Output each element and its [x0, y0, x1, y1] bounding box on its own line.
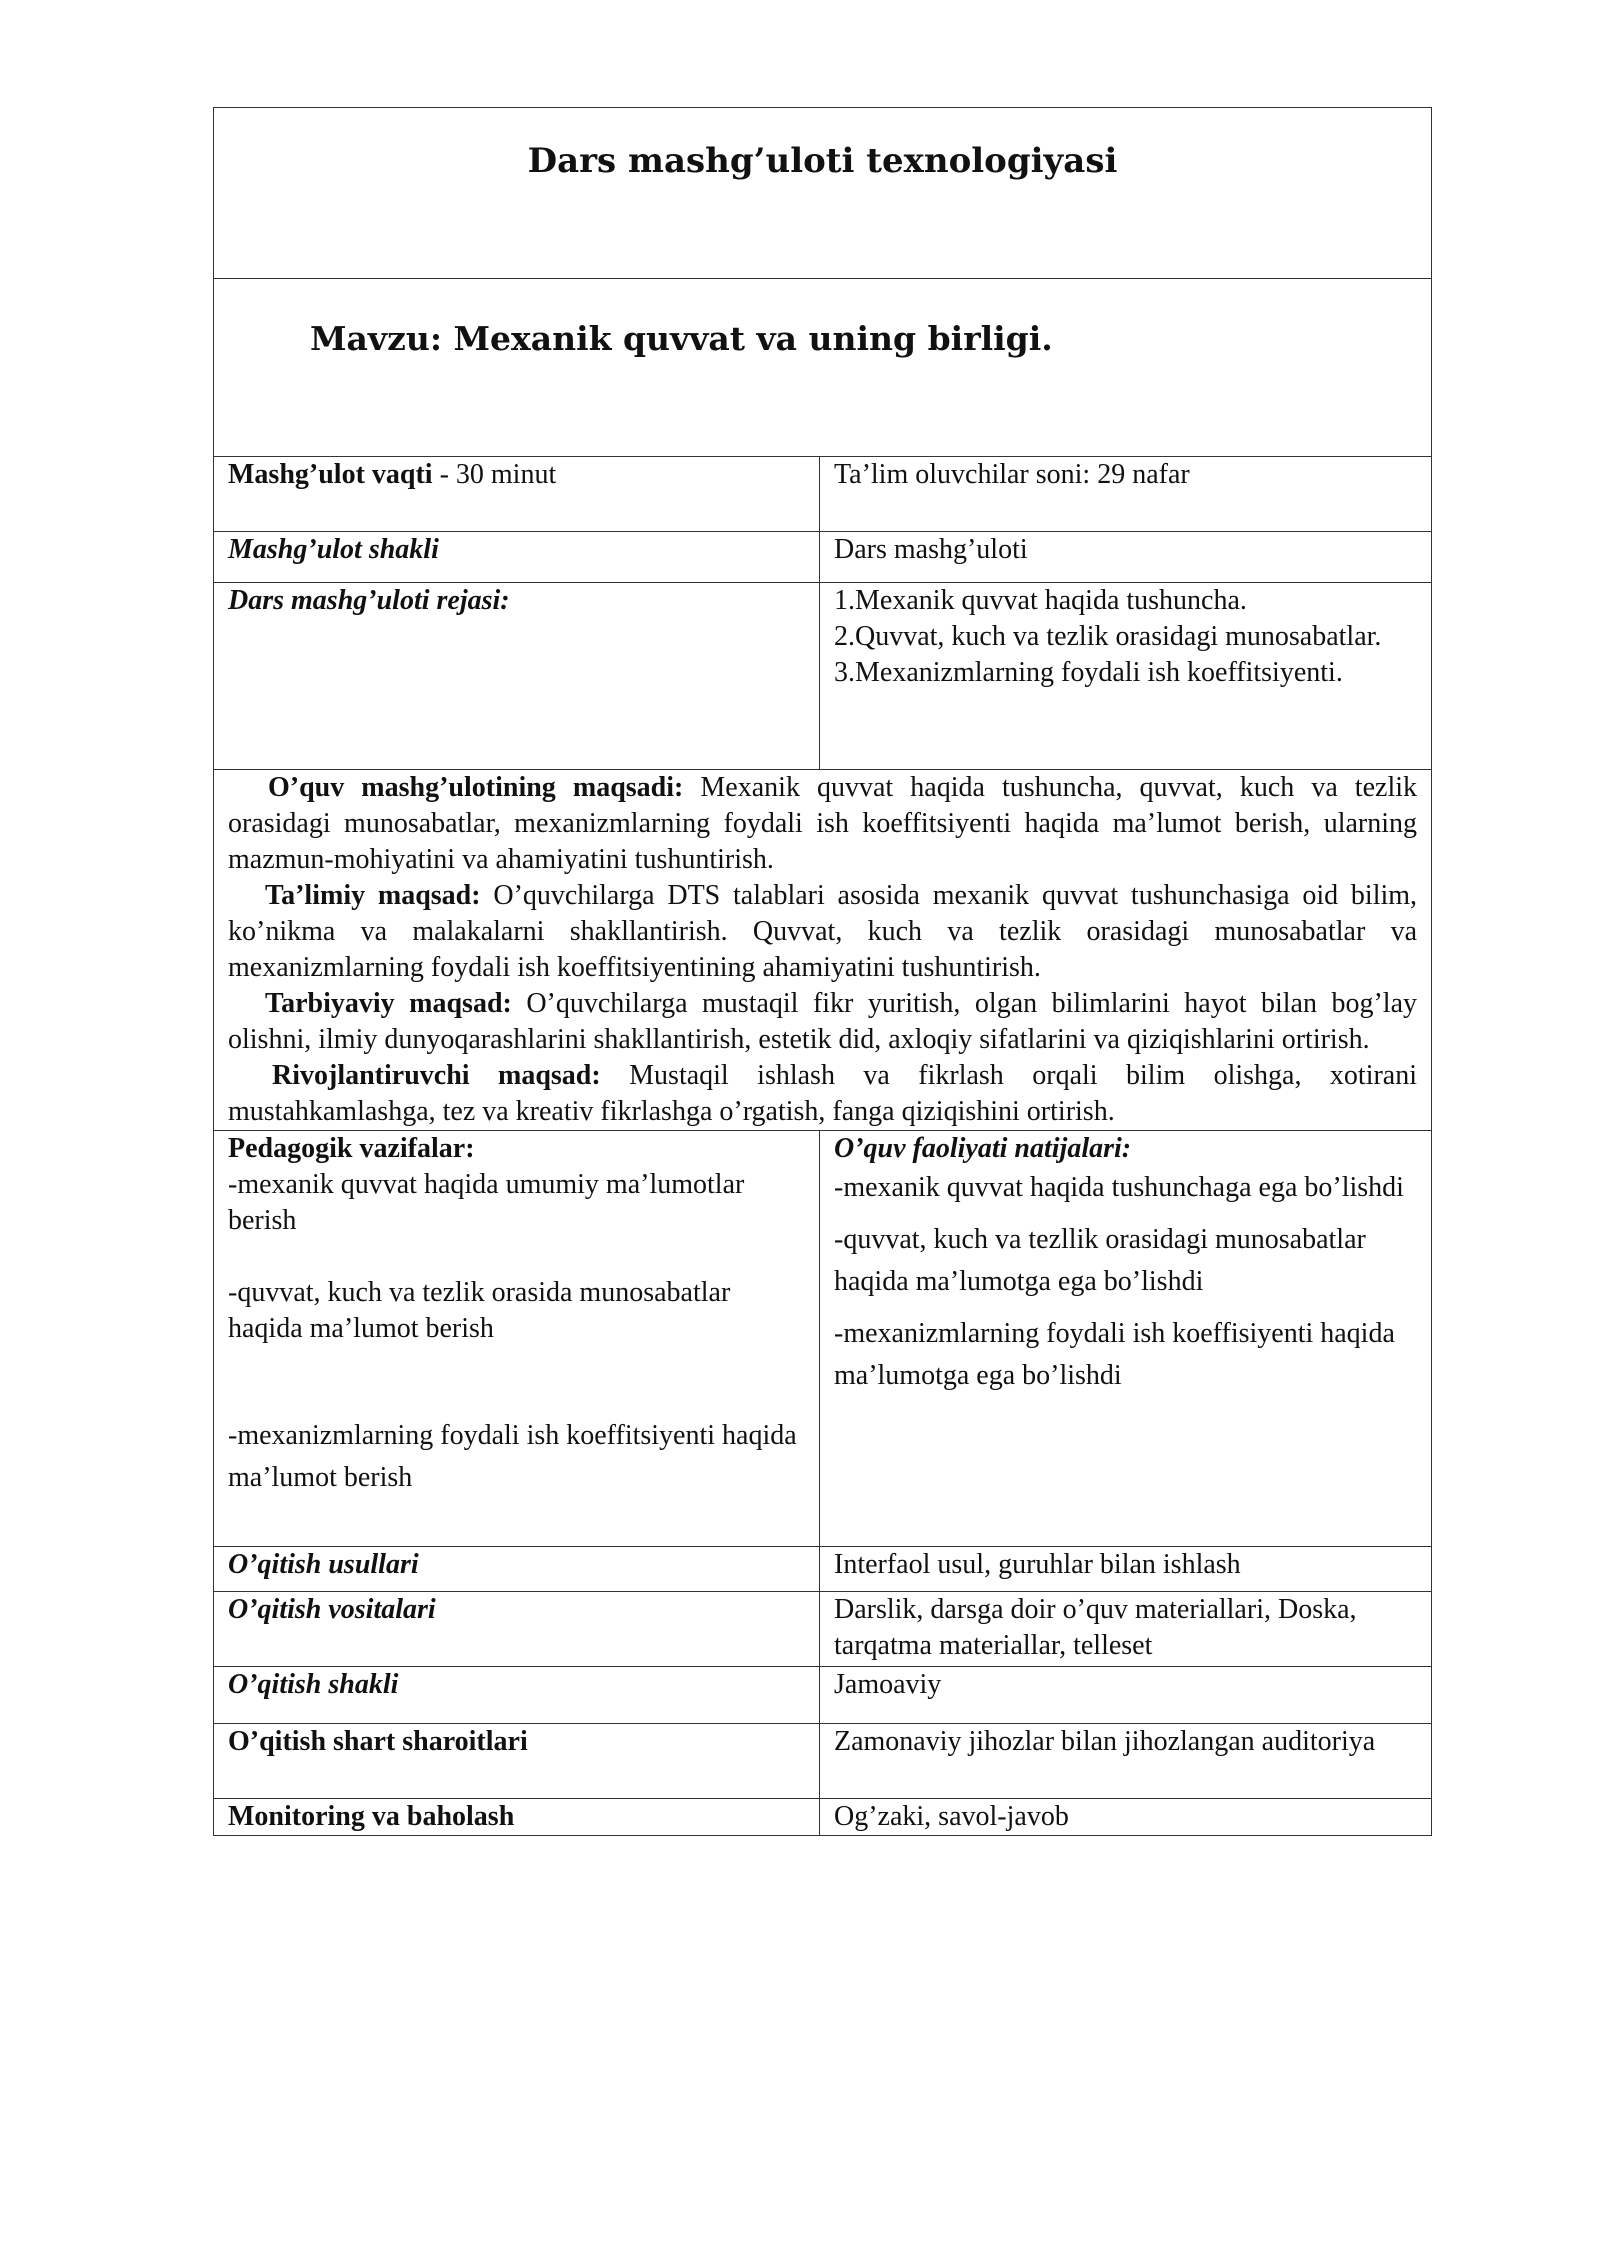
educational-goal-text: O’quvchilarga DTS talablari asosida mexanik quvvat tushunchasiga oid bilim, ko’nikma va malakalarni shakllantirish. Quvvat, kuch va tezlik orasidagi munosabatlar va mexanizmlarning foydali ish koeffitsiyentining ahamiyatini tushuntirish. [228, 880, 1418, 983]
pedagogical-task: -quvvat, kuch va tezlik orasida munosabatlar haqida ma’lumot berish [228, 1277, 731, 1344]
pedagogical-task: -mexanik quvvat haqida umumiy ma’lumotlar berish [228, 1169, 745, 1236]
main-goal [228, 770, 1417, 878]
teaching-form-label: O’qitish shakli [228, 1669, 399, 1700]
spacer [228, 1347, 805, 1415]
upbringing-goal-text: O’quvchilarga mustaqil fikr yuritish, olgan bilimlarini hayot bilan bog’lay olishni, ilmiy dunyoqarashlarini shakllantirish, estetik did, axloqiy sifatlarini va qiziqishlarini ortirish. [228, 988, 1418, 1055]
teaching-tools-label: O’qitish vositalari [228, 1594, 436, 1625]
learning-outcome: -quvvat, kuch va tezllik orasidagi munosabatlar haqida ma’lumotga ega bo’lishdi [834, 1224, 1366, 1297]
main-goal-text: Mexanik quvvat haqida tushuncha, quvvat, kuch va tezlik orasidagi munosabatlar, mexanizmlarning foydali ish koeffitsiyenti haqida ma’lumot berish, ularning mazmun-mohiyatini va ahamiyatini tushuntirish. [228, 772, 1418, 875]
teaching-methods-label: O’qitish usullari [228, 1549, 419, 1580]
pedagogical-tasks-cell [214, 1131, 820, 1547]
teaching-form-value-cell [820, 1667, 1432, 1724]
students-count-cell [820, 457, 1432, 532]
lesson-time-value: - 30 minut [432, 459, 557, 490]
main-goal-label: O’quv mashg’ulotining maqsadi: [268, 772, 684, 803]
teaching-conditions-label: O’qitish shart sharoitlari [228, 1726, 528, 1757]
monitoring-value: Og’zaki, savol-javob [834, 1801, 1069, 1832]
developmental-goal-label: Rivojlantiruvchi maqsad: [272, 1060, 601, 1091]
learning-outcome: -mexanizmlarning foydali ish koeffisiyenti haqida ma’lumotga ega bo’lishdi [834, 1318, 1395, 1391]
topic-cell [214, 279, 1432, 457]
lesson-form-label: Mashg’ulot shakli [228, 534, 439, 565]
teaching-methods-label-cell [214, 1547, 820, 1592]
teaching-conditions-value-cell [820, 1724, 1432, 1799]
plan-item: 3.Mexanizmlarning foydali ish koeffitsiyenti. [834, 657, 1343, 688]
developmental-goal [228, 1058, 1417, 1130]
teaching-tools-label-cell [214, 1592, 820, 1667]
upbringing-goal [228, 986, 1417, 1058]
educational-goal-label: Ta’limiy maqsad: [265, 880, 481, 911]
pedagogical-task: -mexanizmlarning foydali ish koeffitsiyenti haqida ma’lumot berish [228, 1420, 797, 1493]
teaching-conditions-value: Zamonaviy jihozlar bilan jihozlangan auditoriya [834, 1726, 1376, 1757]
lesson-time-cell [214, 457, 820, 532]
teaching-tools-value: Darslik, darsga doir o’quv materiallari, Doska, tarqatma materiallar, telleset [834, 1594, 1357, 1661]
lesson-plan-label-cell [214, 583, 820, 770]
pedagogical-tasks-header: Pedagogik vazifalar: [228, 1133, 475, 1164]
developmental-goal-text: Mustaqil ishlash va fikrlash orqali bilim olishga, xotirani mustahkamlashga, tez va kreativ fikrlashga o’rgatish, fanga qiziqishini ortirish. [228, 1060, 1418, 1127]
teaching-form-label-cell [214, 1667, 820, 1724]
monitoring-label-cell [214, 1799, 820, 1836]
spacer [834, 1303, 1417, 1313]
learning-outcome: -mexanik quvvat haqida tushunchaga ega bo’lishdi [834, 1172, 1404, 1203]
lesson-time-label: Mashg’ulot vaqti [228, 459, 433, 490]
teaching-form-value: Jamoaviy [834, 1669, 942, 1700]
learning-outcomes-header: O’quv faoliyati natijalari: [834, 1133, 1132, 1164]
lesson-topic: Mavzu: Mexanik quvvat va uning birligi. [310, 319, 1053, 358]
teaching-tools-value-cell [820, 1592, 1432, 1667]
document-title: Dars mashg’uloti texnologiyasi [527, 141, 1118, 181]
lesson-form-value-cell [820, 532, 1432, 583]
monitoring-label: Monitoring va baholash [228, 1801, 515, 1832]
lesson-plan-list [820, 583, 1432, 770]
goals-cell [214, 770, 1432, 1131]
teaching-methods-value-cell [820, 1547, 1432, 1592]
learning-outcomes-cell [820, 1131, 1432, 1547]
teaching-conditions-label-cell [214, 1724, 820, 1799]
lesson-form-label-cell [214, 532, 820, 583]
spacer [228, 1239, 805, 1275]
title-cell [214, 108, 1432, 279]
upbringing-goal-label: Tarbiyaviy maqsad: [265, 988, 512, 1019]
lesson-form-value: Dars mashg’uloti [834, 534, 1028, 565]
plan-item: 2.Quvvat, kuch va tezlik orasidagi munosabatlar. [834, 621, 1382, 652]
monitoring-value-cell [820, 1799, 1432, 1836]
plan-item: 1.Mexanik quvvat haqida tushuncha. [834, 585, 1247, 616]
students-count: Ta’lim oluvchilar soni: 29 nafar [834, 459, 1190, 490]
educational-goal [228, 878, 1417, 986]
lesson-plan-label: Dars mashg’uloti rejasi: [228, 585, 510, 616]
teaching-methods-value: Interfaol usul, guruhlar bilan ishlash [834, 1549, 1241, 1580]
lesson-plan-table [213, 107, 1432, 1836]
spacer [834, 1209, 1417, 1219]
